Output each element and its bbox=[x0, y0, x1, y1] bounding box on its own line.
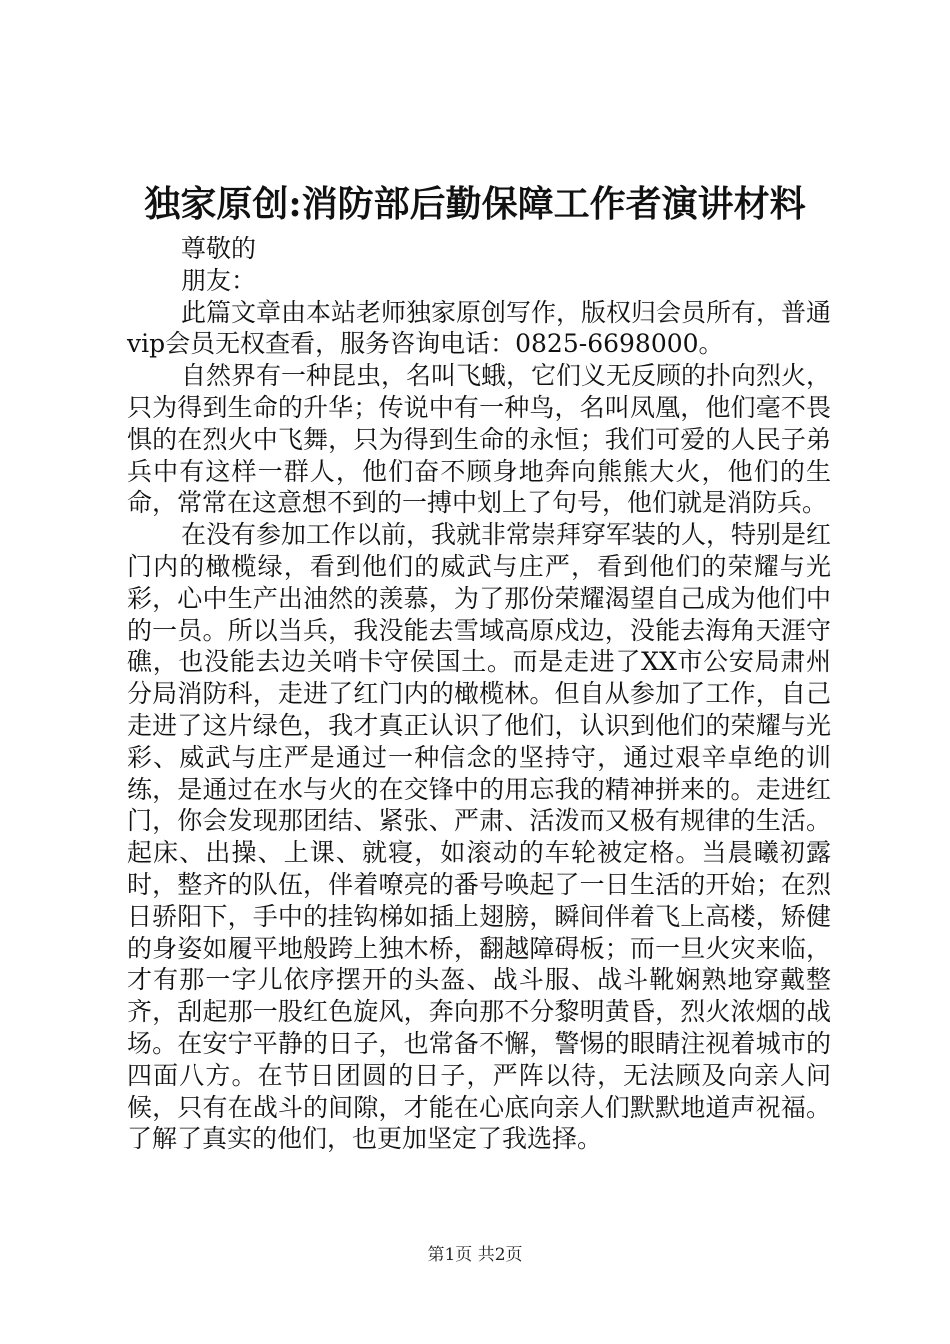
paragraph-intro: 自然界有一种昆虫，名叫飞蛾，它们义无反顾的扑向烈火，只为得到生命的升华；传说中有一种鸟，名叫凤凰，他们毫不畏惧的在烈火中飞舞，只为得到生命的永恒；我们可爱的人民子弟兵中有这样一群人，他们奋不顾身地奔向熊熊大火，他们的生命，常常在这意想不到的一搏中划上了句号，他们就是消防兵。 bbox=[127, 361, 832, 518]
document-title: 独家原创:消防部后勤保障工作者演讲材料 bbox=[144, 183, 806, 225]
paragraph-copyright-notice: 此篇文章由本站老师独家原创写作，版权归会员所有，普通vip会员无权查看，服务咨询电话：0825-6698000。 bbox=[127, 297, 832, 359]
greeting-line-1: 尊敬的 bbox=[181, 234, 257, 263]
document-body bbox=[127, 233, 831, 1155]
greeting-line-2: 朋友： bbox=[181, 265, 257, 295]
page-footer: 第1页 共2页 bbox=[427, 1245, 523, 1265]
paragraph-main: 在没有参加工作以前，我就非常崇拜穿军装的人，特别是红门内的橄榄绿，看到他们的威武与庄严，看到他们的荣耀与光彩，心中生产出油然的羡慕，为了那份荣耀渴望自己成为他们中的一员。所以当兵，我没能去雪域高原戍边，没能去海角天涯守礁，也没能去边关哨卡守侯国土。而是走进了XX市公安局肃州分局消防科，走进了红门内的橄榄林。但自从参加了工作，自己走进了这片绿色，我才真正认识了他们，认识到他们的荣耀与光彩、威武与庄严是通过一种信念的坚持守，通过艰辛卓绝的训练，是通过在水与火的在交锋中的用忘我的精神拼来的。走进红门，你会发现那团结、紧张、严肃、活泼而又极有规律的生活。起床、出操、上课、就寝，如滚动的车轮被定格。当晨曦初露时，整齐的队伍，伴着嘹亮的番号唤起了一日生活的开始；在烈日骄阳下，手中的挂钩梯如插上翅膀，瞬间伴着飞上高楼，矫健的身姿如履平地般跨上独木桥，翻越障碍板；而一旦火灾来临，才有那一字儿依序摆开的头盔、战斗服、战斗靴娴熟地穿戴整齐，刮起那一股红色旋风，奔向那不分黎明黄昏，烈火浓烟的战场。在安宁平静的日子，也常备不懈，警惕的眼睛注视着城市的四面八方。在节日团圆的日子，严阵以待，无法顾及向亲人问候，只有在战斗的间隙，才能在心底向亲人们默默地道声祝福。了解了真实的他们，也更加坚定了我选择。 bbox=[127, 520, 832, 1154]
